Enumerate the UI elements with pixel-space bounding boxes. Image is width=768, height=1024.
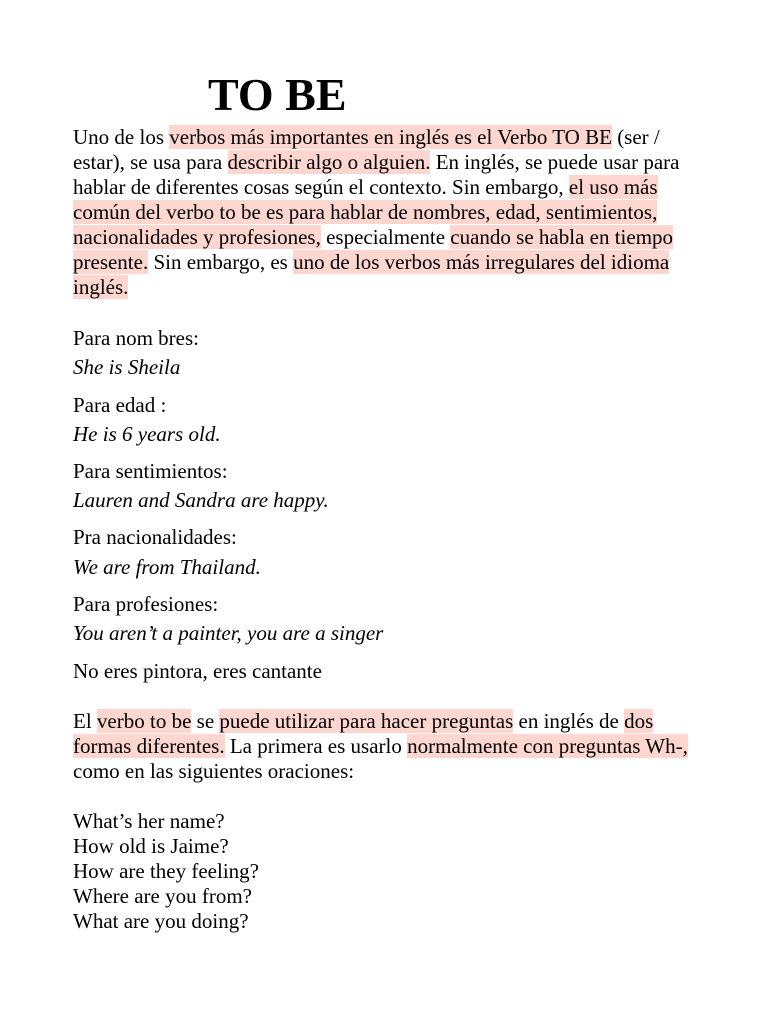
highlighted-text: el uso más común del verbo to be es para hablar de nombres, edad, sentimientos, nacionalidades y profesiones, (73, 175, 658, 249)
document-title: TO BE (208, 69, 347, 120)
highlighted-text: puede utilizar para hacer preguntas (219, 709, 514, 733)
highlighted-text: dos formas diferentes. (73, 709, 654, 758)
text-run: En inglés, se puede usar para hablar de diferentes cosas según el contexto. Sin embargo, (73, 150, 680, 199)
text-run: se (191, 709, 220, 733)
question-item: What’s her name? (73, 809, 225, 833)
use-example-professions: You aren’t a painter, you are a singer (73, 621, 384, 645)
highlighted-text: uno de los verbos más irregulares del idioma inglés. (73, 250, 670, 299)
question-item: How are they feeling? (73, 859, 259, 883)
use-example-nationalities: We are from Thailand. (73, 555, 261, 579)
intro-paragraph (73, 125, 688, 300)
question-item: How old is Jaime? (73, 834, 229, 858)
use-label-nationalities: Pra nacionalidades: (73, 525, 237, 549)
text-run: (ser / estar), se usa para (73, 125, 660, 174)
use-example-age: He is 6 years old. (73, 422, 221, 446)
highlighted-text: verbos más importantes en inglés es el Verbo TO BE (169, 125, 612, 149)
question-item: Where are you from? (73, 884, 252, 908)
question-item: What are you doing? (73, 909, 249, 933)
text-run: Sin embargo, es (148, 250, 294, 274)
text-run: como en las siguientes oraciones: (73, 759, 355, 783)
highlighted-text: normalmente con preguntas Wh-, (407, 734, 688, 758)
text-run: en inglés de (513, 709, 625, 733)
highlighted-text: describir algo o alguien. (227, 150, 431, 174)
highlighted-text: verbo to be (96, 709, 192, 733)
questions-paragraph (73, 709, 688, 784)
text-run: Uno de los (73, 125, 170, 149)
text-run: La primera es usarlo (224, 734, 408, 758)
use-example-names: She is Sheila (73, 355, 181, 379)
text-run: El (73, 709, 97, 733)
use-label-feelings: Para sentimientos: (73, 459, 228, 483)
text-run: especialmente (320, 225, 451, 249)
highlighted-text: cuando se habla en tiempo presente. (73, 225, 674, 274)
use-label-professions: Para profesiones: (73, 592, 219, 616)
use-label-names: Para nom bres: (73, 326, 199, 350)
question-list (73, 809, 259, 934)
use-label-age: Para edad : (73, 393, 167, 417)
use-example-feelings: Lauren and Sandra are happy. (73, 488, 329, 512)
translation-line: No eres pintora, eres cantante (73, 659, 322, 683)
